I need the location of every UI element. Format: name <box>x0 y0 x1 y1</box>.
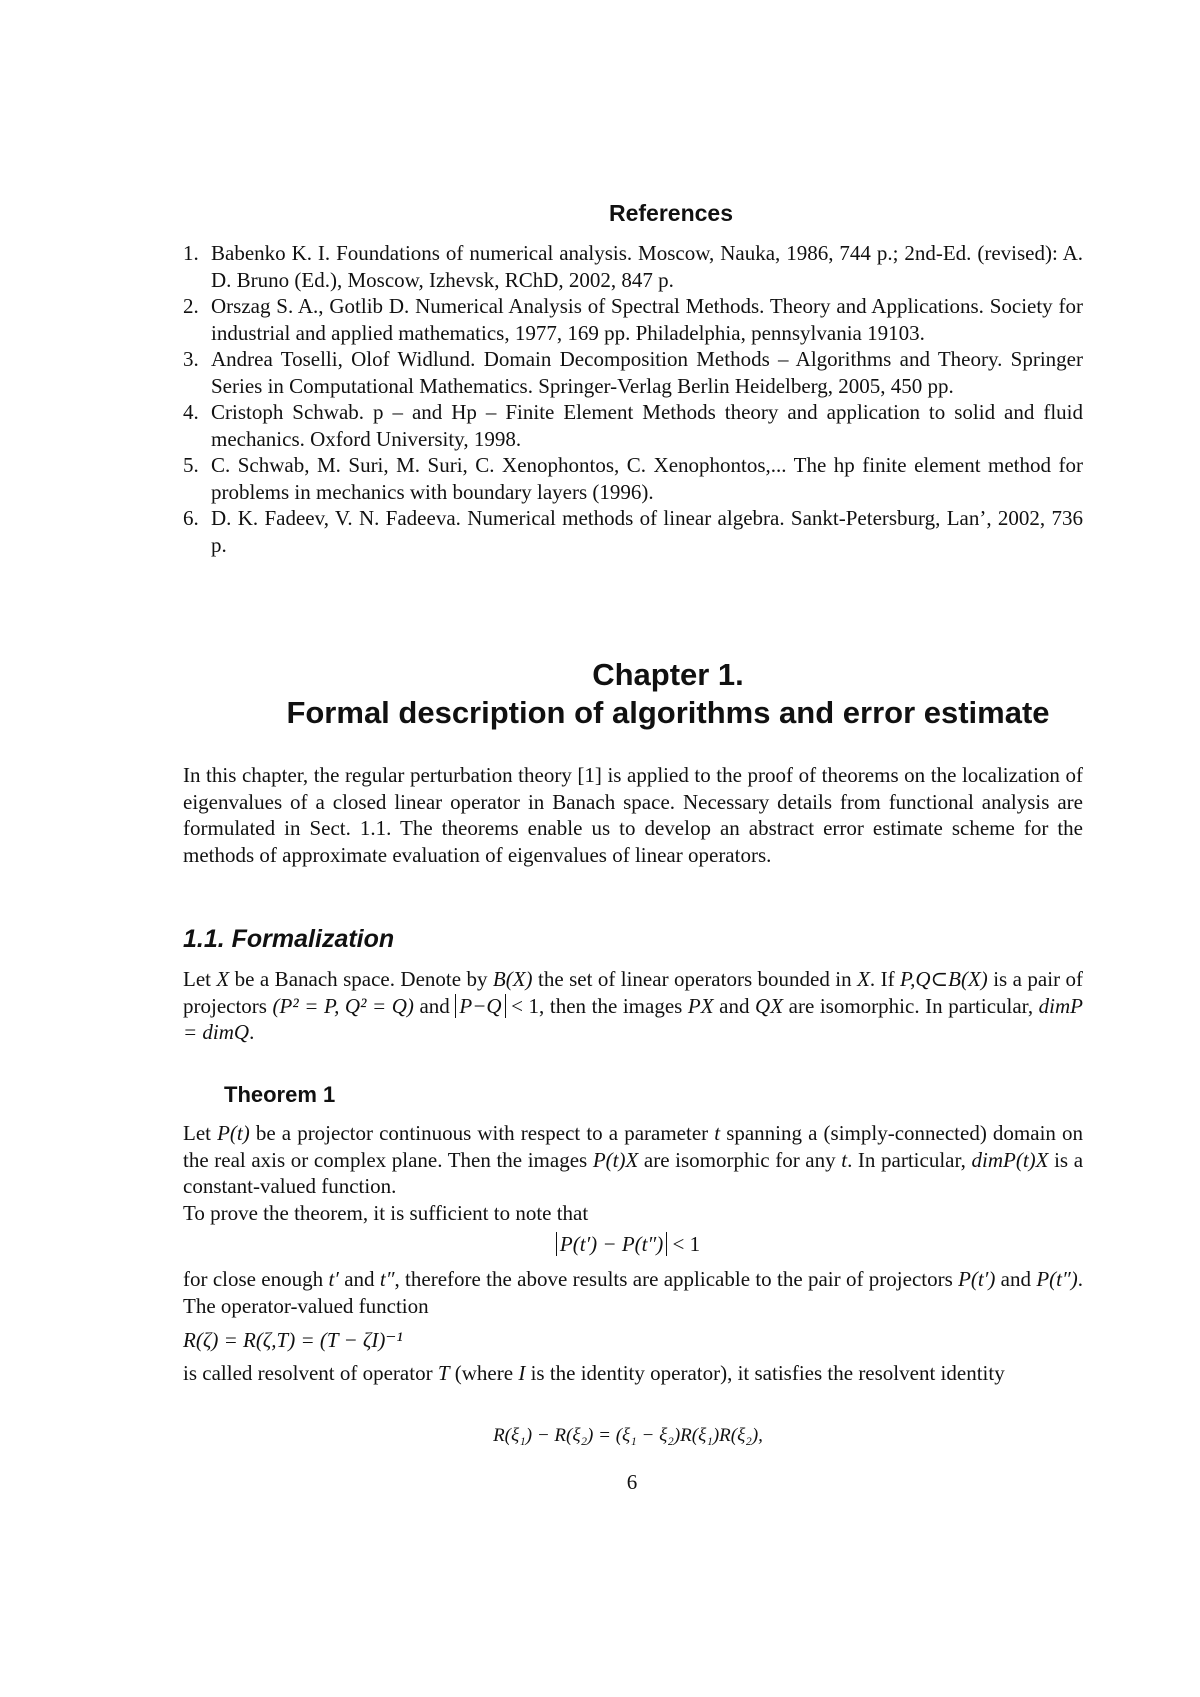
math-norm: P(t′) − P(t″) <box>556 1232 667 1256</box>
math-expression: dimP(t)X <box>971 1147 1049 1172</box>
references-heading: References <box>608 200 734 226</box>
math-norm: P−Q <box>455 994 505 1018</box>
chapter-name: Formal description of algorithms and error estimate <box>286 695 1050 730</box>
reference-item <box>183 346 1083 399</box>
text-run: Let <box>183 1121 218 1145</box>
reference-number: 5. <box>183 453 199 477</box>
text-run: To prove the theorem, it is sufficient to note that <box>183 1200 589 1225</box>
text-run: . If <box>869 967 901 991</box>
text-run: are isomorphic. In particular, <box>783 993 1039 1018</box>
text-run: is a constant-valued function. <box>183 1147 1084 1198</box>
page-number: 6 <box>626 1470 638 1494</box>
text-run: for close enough <box>183 1267 329 1291</box>
reference-number: 4. <box>183 400 199 424</box>
reference-item <box>183 399 1083 452</box>
resolvent-paragraph <box>183 1360 1083 1387</box>
math-symbol: t <box>714 1121 721 1145</box>
chapter-number: Chapter 1. <box>592 657 744 692</box>
proof-paragraph <box>183 1266 1083 1319</box>
reference-text: C. Schwab, M. Suri, M. Suri, C. Xenophontos, C. Xenophontos,... The hp finite element method for problems in mechanics with boundary layers (1996). <box>211 453 1083 504</box>
text-run: . In particular, <box>847 1147 972 1172</box>
text-run: be a Banach space. Denote by <box>229 967 493 991</box>
text-run: and <box>338 1267 380 1291</box>
reference-text: Cristoph Schwab. p – and Hp – Finite Element Methods theory and application to solid and fluid mechanics. Oxford University, 1998. <box>211 400 1083 451</box>
reference-item <box>183 240 1083 293</box>
reference-item <box>183 505 1083 558</box>
math-symbol: t″ <box>379 1267 395 1291</box>
text-run: . <box>249 1020 255 1044</box>
text-run: < 1, then the images <box>505 993 688 1018</box>
math-symbol: T <box>437 1361 450 1385</box>
text-run: are isomorphic for any <box>638 1147 842 1172</box>
reference-item <box>183 293 1083 346</box>
text-run: is the identity operator), it satisfies the resolvent identity <box>525 1361 1005 1385</box>
theorem-paragraph <box>183 1120 1083 1226</box>
math-expression: (P² = P, Q² = Q) <box>272 993 414 1018</box>
text-run: is called resolvent of operator <box>183 1361 438 1385</box>
equation-norm-inequality <box>0 1232 1200 1257</box>
math-symbol: PX <box>687 993 714 1018</box>
text-run: spanning a (simply-connected) domain on the real axis or complex plane. Then the images <box>183 1121 1084 1172</box>
math-symbol: t <box>841 1147 848 1172</box>
reference-number: 3. <box>183 347 199 371</box>
math-expression: dimP = dimQ <box>183 993 1083 1044</box>
text-run: be a projector continuous with respect to a parameter <box>249 1121 715 1145</box>
reference-text: Orszag S. A., Gotlib D. Numerical Analysis of Spectral Methods. Theory and Applications. Society for industrial and applied mathematics, 1977, 169 pp. Philadelphia, pennsylvania 19103. <box>211 294 1083 345</box>
text-run: Let <box>183 967 217 991</box>
math-symbol: P(t) <box>217 1121 250 1145</box>
chapter-intro-paragraph: In this chapter, the regular perturbation theory [1] is applied to the proof of theorems on the localization of eigenvalues of a closed linear operator in Banach space. Necessary details from functional analysis are formulated in Sect. 1.1. The theorems enable us to develop an abstract error estimate scheme for the methods of approximate evaluation of eigenvalues of linear operators. <box>183 763 1083 867</box>
section-heading: 1.1. Formalization <box>183 925 395 953</box>
math-symbol: P(t)X <box>592 1147 639 1172</box>
theorem-heading: Theorem 1 <box>224 1082 336 1107</box>
reference-text: D. K. Fadeev, V. N. Fadeeva. Numerical methods of linear algebra. Sankt-Petersburg, Lan’, 2002, 736 p. <box>211 506 1083 557</box>
text-run: , therefore the above results are applicable to the pair of projectors <box>394 1267 959 1291</box>
math-symbol: X <box>216 967 230 991</box>
text-run: (where <box>449 1361 519 1385</box>
reference-number: 2. <box>183 294 199 318</box>
text-run: is a pair of projectors <box>183 967 1083 1018</box>
section-paragraph <box>183 966 1083 1046</box>
equation-resolvent-definition: R(ζ) = R(ζ,T) = (T − ζI)⁻¹ <box>183 1328 403 1352</box>
reference-item <box>183 452 1083 505</box>
text-run: and <box>995 1267 1037 1291</box>
math-symbol: I <box>518 1361 526 1385</box>
math-expression: < 1 <box>667 1232 701 1256</box>
math-symbol: P(t″) <box>1036 1267 1078 1291</box>
reference-text: Babenko K. I. Foundations of numerical analysis. Moscow, Nauka, 1986, 744 p.; 2nd-Ed. (revised): A. D. Bruno (Ed.), Moscow, Izhevsk, RChD, 2002, 847 p. <box>211 241 1083 292</box>
math-symbol: P(t′) <box>958 1267 996 1291</box>
math-expression: P,Q⊂B(X) <box>900 967 988 991</box>
reference-number: 6. <box>183 506 199 530</box>
math-symbol: QX <box>755 993 784 1018</box>
math-symbol: t′ <box>328 1267 339 1291</box>
chapter-title <box>0 656 1200 732</box>
text-run: the set of linear operators bounded in <box>532 967 858 991</box>
references-list <box>183 240 1083 558</box>
text-run: and <box>413 993 456 1018</box>
reference-number: 1. <box>183 241 199 265</box>
reference-text: Andrea Toselli, Olof Widlund. Domain Decomposition Methods – Algorithms and Theory. Springer Series in Computational Mathematics. Springer-Verlag Berlin Heidelberg, 2005, 450 pp. <box>211 347 1083 398</box>
equation-resolvent-identity: R(ξ₁) − R(ξ₂) = (ξ₁ − ξ₂)R(ξ₁)R(ξ₂), <box>493 1425 763 1446</box>
text-run: . The operator-valued function <box>183 1267 1083 1318</box>
math-symbol: B(X) <box>492 967 533 991</box>
math-symbol: X <box>857 967 870 991</box>
text-run: and <box>713 993 756 1018</box>
